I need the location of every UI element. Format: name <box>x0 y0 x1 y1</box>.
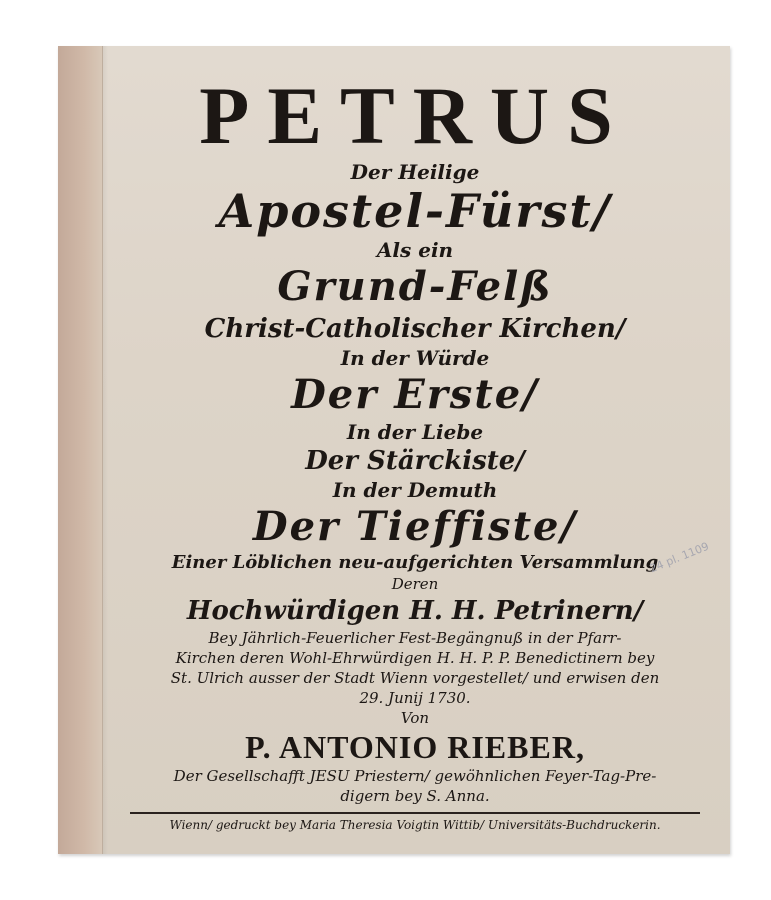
main-title: PETRUS <box>199 70 631 161</box>
line-bey-jaehrlich: Bey Jährlich-Feuerlicher Fest-Begängnuß in der Pfarr- <box>208 629 622 647</box>
line-in-der-wuerde: In der Würde <box>340 346 490 370</box>
author-name: P. ANTONIO RIEBER, <box>245 729 585 765</box>
line-der-tieffiste: Der Tieffiste/ <box>252 503 578 550</box>
line-st-ulrich: St. Ulrich ausser der Stadt Wienn vorgestellet/ und erwisen den <box>170 669 660 687</box>
title-page-text <box>108 46 722 854</box>
line-apostel-fuerst: Apostel-Fürst/ <box>218 184 612 238</box>
line-von: Von <box>400 709 430 727</box>
line-in-der-demuth: In der Demuth <box>332 478 498 502</box>
line-kirchen-deren: Kirchen deren Wohl-Ehrwürdigen H. H. P. P. Benedictinern bey <box>175 649 655 667</box>
spine-strip <box>58 46 103 854</box>
title-page <box>58 46 730 854</box>
author-line-2: digern bey S. Anna. <box>340 787 490 805</box>
imprint-rule <box>130 812 700 814</box>
line-deren: Deren <box>391 575 439 593</box>
line-hochwuerdigen: Hochwürdigen H. H. Petrinern/ <box>186 596 644 626</box>
line-als-ein: Als ein <box>376 238 454 262</box>
pencil-annotation: 24 pl. 1109 <box>647 539 711 576</box>
imprint: Wienn/ gedruckt bey Maria Theresia Voigtin Wittib/ Universitäts-Buchdruckerin. <box>169 818 661 832</box>
line-der-staerckiste: Der Stärckiste/ <box>305 446 525 476</box>
line-grund-fels: Grund-Felß <box>277 263 553 310</box>
line-der-erste: Der Erste/ <box>291 371 539 418</box>
line-christ-catholischer: Christ-Catholischer Kirchen/ <box>204 314 626 344</box>
author-line-1: Der Gesellschafft JESU Priestern/ gewöhnlichen Feyer-Tag-Pre- <box>173 767 657 785</box>
line-in-der-liebe: In der Liebe <box>346 420 484 444</box>
line-der-heilige: Der Heilige <box>350 160 480 184</box>
line-date: 29. Junij 1730. <box>359 689 471 707</box>
line-einer-loeblichen: Einer Löblichen neu-aufgerichten Versammlung <box>171 552 659 573</box>
